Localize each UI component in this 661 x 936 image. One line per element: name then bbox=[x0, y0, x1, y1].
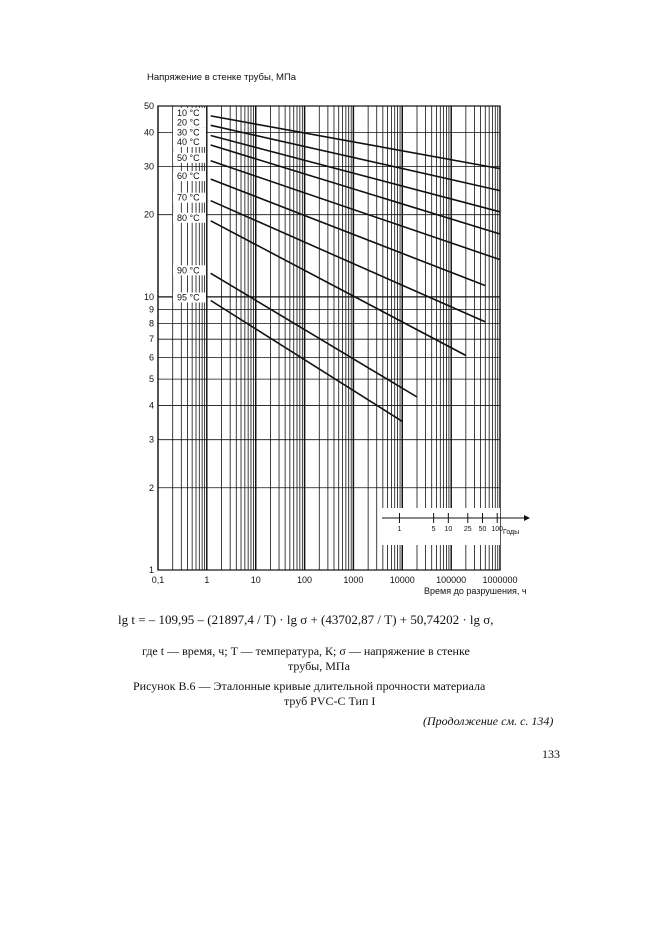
y-tick-label: 5 bbox=[148, 374, 154, 385]
years-tick-label: 10 bbox=[444, 526, 453, 533]
series-label: 10 °C bbox=[177, 107, 200, 118]
years-axis-label: Годы bbox=[503, 529, 520, 536]
y-tick-label: 40 bbox=[143, 127, 154, 138]
y-tick-label: 4 bbox=[148, 400, 154, 411]
series-label: 60 °C bbox=[177, 171, 200, 182]
y-tick-label: 50 bbox=[143, 101, 154, 111]
y-tick-label: 2 bbox=[148, 482, 154, 493]
continuation-note: (Продолжение см. с. 134) bbox=[423, 714, 554, 728]
series-line bbox=[211, 136, 500, 212]
years-tick-label: 1 bbox=[397, 526, 402, 533]
x-tick-label: 10000 bbox=[389, 575, 415, 585]
x-tick-label: 1000 bbox=[343, 575, 364, 585]
x-tick-label: 1000000 bbox=[482, 575, 518, 585]
series-line bbox=[211, 116, 500, 169]
y-tick-label: 20 bbox=[143, 209, 154, 220]
series-line bbox=[211, 179, 486, 286]
formula-legend-line-2: трубы, МПа bbox=[288, 659, 350, 673]
series-label: 30 °C bbox=[177, 127, 200, 138]
y-axis-label: Напряжение в стенке трубы, МПа bbox=[147, 72, 297, 83]
figure-caption-line-2: труб PVC-C Тип I bbox=[284, 694, 376, 708]
series-label: 40 °C bbox=[177, 136, 200, 147]
years-axis-arrow bbox=[524, 515, 530, 521]
series-line bbox=[211, 221, 466, 356]
series-label: 90 °C bbox=[177, 265, 200, 276]
x-tick-label: 1 bbox=[204, 575, 210, 585]
series-line bbox=[211, 161, 500, 260]
y-tick-label: 8 bbox=[148, 318, 154, 329]
years-tick-label: 5 bbox=[431, 526, 436, 533]
years-tick-label: 100 bbox=[491, 526, 504, 533]
y-tick-label: 3 bbox=[148, 434, 154, 445]
series-line bbox=[211, 301, 403, 422]
series-label: 20 °C bbox=[177, 117, 200, 128]
x-tick-label: 100 bbox=[297, 575, 313, 585]
series-line bbox=[211, 201, 486, 322]
years-tick-label: 50 bbox=[478, 526, 487, 533]
x-tick-label: 0,1 bbox=[151, 575, 165, 585]
figure-caption-line-1: Рисунок В.6 — Эталонные кривые длительной прочности материала bbox=[133, 679, 486, 693]
y-tick-label: 10 bbox=[143, 291, 154, 302]
x-axis-label: Время до разрушения, ч bbox=[424, 586, 527, 596]
page-number: 133 bbox=[542, 747, 560, 761]
series-label: 70 °C bbox=[177, 192, 200, 203]
x-tick-label: 10 bbox=[250, 575, 261, 585]
series-label: 95 °C bbox=[177, 292, 200, 303]
y-tick-label: 1 bbox=[148, 565, 154, 575]
x-tick-label: 100000 bbox=[436, 575, 467, 585]
formula-legend-line-1: где t — время, ч; T — температура, К; σ — напряжение в стенке bbox=[142, 644, 470, 658]
y-tick-label: 7 bbox=[148, 334, 154, 345]
y-tick-label: 6 bbox=[148, 352, 154, 363]
y-tick-label: 9 bbox=[148, 304, 154, 315]
series-line bbox=[211, 273, 417, 397]
years-tick-label: 25 bbox=[463, 526, 472, 533]
series-label: 80 °C bbox=[177, 212, 200, 223]
y-tick-label: 30 bbox=[143, 161, 154, 172]
series-label: 50 °C bbox=[177, 152, 200, 163]
formula: lg t = – 109,95 – (21897,4 / T) · lg σ + (43702,87 / T) + 50,74202 · lg σ, bbox=[118, 612, 494, 627]
